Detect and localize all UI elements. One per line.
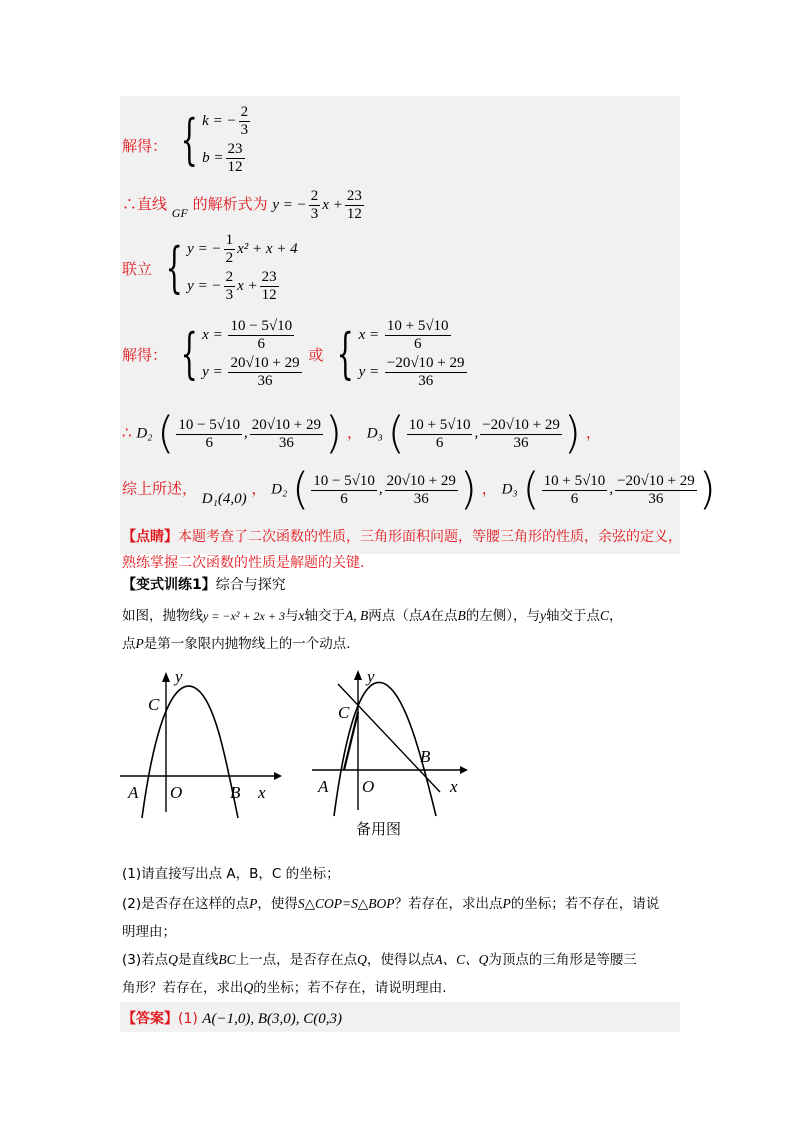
bianshi-title: 综合与探究	[215, 577, 286, 593]
q-text: 为顶点的三角形是等腰三	[488, 952, 637, 968]
var-y: y	[539, 608, 546, 623]
var-q: Q	[243, 980, 254, 995]
bianshi-tag: 【变式训练1】	[122, 577, 216, 593]
frac-num: 1	[225, 232, 234, 248]
answer-num: (1)	[178, 1011, 198, 1027]
q-text: 上一点，是否存在点	[235, 952, 358, 968]
q-text: (3)若点	[122, 952, 169, 968]
d2-label: D₂	[136, 425, 153, 442]
frac-num: 2	[310, 188, 319, 204]
equals: =	[342, 896, 352, 911]
label-b: B	[420, 747, 431, 766]
p-text: 轴交于	[304, 608, 345, 624]
figure-caption: 备用图	[356, 820, 402, 838]
answer-tag: 【答案】	[122, 1011, 178, 1027]
question-1: (1)请直接写出点 A，B，C 的坐标；	[122, 866, 340, 882]
therefore: ∴	[122, 423, 132, 442]
d1-point: D₁(4,0)	[201, 491, 247, 508]
q-text: 角形？若存在，求出	[122, 980, 244, 996]
q-text: 是直线	[177, 952, 219, 968]
answer-line	[122, 1008, 342, 1028]
frac-den: 6	[413, 336, 422, 352]
row2-lead: y = −	[187, 277, 222, 294]
label-jiede-2: 解得：	[122, 345, 168, 364]
label-x: x	[258, 783, 266, 802]
label-y: y	[367, 667, 375, 686]
frac-den: 36	[278, 434, 294, 451]
frac-num: 10 + 5√10	[408, 416, 471, 433]
frac-den: 36	[413, 490, 429, 507]
sep: ，	[481, 479, 497, 498]
p-text: 如图，抛物线	[122, 608, 203, 624]
area-bop: S△BOP	[351, 896, 395, 911]
var-q: Q	[168, 952, 178, 967]
frac-den: 6	[340, 490, 348, 507]
sep: ，	[346, 423, 362, 442]
question-2	[122, 890, 682, 946]
frac-den: 3	[310, 206, 319, 222]
frac-den: 36	[257, 373, 273, 389]
summary: 综上所述， D₁(4,0) ， D₂ ( $\frac{10 - 5√10}{6}$ , $\frac{20√10 + 29}{36}$ ) ， D₃ ( $\frac{10 + 5√10}{6}$ , $\frac{-20√10 + 29}{36}$ )	[122, 464, 716, 515]
d-points: ∴ D₂ ( $\frac{10 - 5√10}{6}$ , $\frac{20√10 + 29}{36}$ ) ， D₃ ( $\frac{10 + 5√10}{6}$ , $\frac{-20√10 + 29}{36}$ ) ，	[122, 408, 601, 459]
p-text: 两点（点	[368, 608, 423, 624]
p-text: 在点	[430, 608, 458, 624]
sep: ，	[251, 479, 267, 498]
frac-num: −20√10 + 29	[386, 355, 465, 371]
lianli-system: 联立 { y = − $\frac{1}{2}$ x² + x + 4 y = − $\frac{2}{3}$ x + $\frac{23}{12}$	[122, 232, 298, 303]
p-text: 点	[122, 636, 136, 652]
frac-num: 2	[240, 104, 249, 120]
q-text: 明理由；	[122, 924, 176, 940]
gf-mid: x +	[322, 196, 343, 213]
d2-label: D₂	[271, 481, 288, 498]
var-bc: BC	[218, 952, 236, 967]
line-bc	[338, 684, 440, 792]
gf-suffix: 的解析式为	[192, 194, 268, 213]
parabola-eq: y = −x² + 2x + 3	[203, 609, 285, 623]
frac-den: 12	[261, 287, 277, 303]
var-p: P	[135, 636, 144, 651]
dianjing-line1: 本题考查了二次函数的性质，三角形面积问题，等腰三角形的性质，余弦的定义，	[178, 529, 682, 545]
var-b: B	[457, 608, 466, 623]
var-a: A	[422, 608, 431, 623]
frac-den: 36	[418, 373, 434, 389]
d3-label: D₃	[366, 425, 383, 442]
var-p: P	[502, 896, 511, 911]
row1-lead: y = −	[187, 240, 222, 257]
area-cop: S△COP	[297, 896, 343, 911]
frac-num: 10 + 5√10	[386, 318, 449, 334]
x-arrow	[274, 772, 282, 780]
row2-mid: x +	[237, 277, 258, 294]
label-or: 或	[308, 345, 324, 364]
frac-num: 23	[346, 188, 362, 204]
frac-den: 3	[240, 122, 249, 138]
label-lianli: 联立	[122, 259, 153, 278]
frac-num: −20√10 + 29	[617, 472, 695, 489]
label-a: A	[128, 783, 139, 802]
frac-num: 23	[261, 269, 277, 285]
solution-xy: 解得： { x = $\frac{10 - 5√10}{6}$ y = $\frac{20√10 + 29}{36}$ 或 { x = $\frac{10 + 5√10}{6}$ y = $\frac{-20√10 + 29}{36}$	[122, 318, 465, 389]
gf-prefix: ∴直线	[122, 194, 168, 213]
frac-num: 20√10 + 29	[386, 472, 456, 489]
frac-num: −20√10 + 29	[482, 416, 560, 433]
figure-1	[118, 660, 288, 820]
frac-den: 6	[205, 434, 213, 451]
frac-num: 10 + 5√10	[543, 472, 606, 489]
label-a: A	[318, 777, 329, 796]
frac-den: 12	[227, 159, 243, 175]
answer-value: A(−1,0), B(3,0), C(0,3)	[202, 1011, 342, 1027]
solution-kb: 解得： { k = − $\frac{2}{3}$ b = $\frac{23}{12}$	[122, 104, 249, 175]
dianjing	[122, 524, 682, 576]
var-acq: A、C、Q	[434, 952, 489, 967]
p-text: 的左侧），与	[465, 608, 540, 624]
label-c: C	[148, 695, 160, 714]
p-text: ，	[608, 608, 623, 624]
frac-den: 36	[648, 490, 664, 507]
q-text: 的坐标；若不存在，请说明理由.	[253, 980, 447, 996]
row1-tail: x² + x + 4	[237, 240, 298, 257]
figure-2	[310, 660, 480, 820]
gf-expression	[122, 188, 366, 223]
frac-den: 6	[435, 434, 444, 451]
question-3	[122, 946, 682, 1002]
var-ab: A, B	[344, 608, 369, 623]
frac-num: 10 − 5√10	[313, 472, 375, 489]
frac-den: 6	[570, 490, 579, 507]
label-o: O	[362, 777, 375, 796]
frac-num: 23	[227, 141, 243, 157]
y-arrow	[162, 672, 170, 682]
p-text: 轴交于点	[545, 608, 600, 624]
label-jiede: 解得：	[122, 136, 168, 155]
frac-num: 20√10 + 29	[251, 416, 321, 433]
q-text: ，使得	[257, 896, 298, 912]
frac-den: 2	[225, 250, 234, 266]
x-arrow	[460, 766, 468, 774]
p-text: 与	[284, 608, 299, 624]
p-text: 是第一象限内抛物线上的一个动点.	[143, 636, 351, 652]
label-c: C	[338, 703, 350, 722]
d3-label: D₃	[501, 481, 518, 498]
frac-num: 20√10 + 29	[230, 355, 300, 371]
frac-den: 3	[225, 287, 234, 303]
dianjing-line2: 熟练掌握二次函数的性质是解题的关键.	[122, 555, 365, 571]
end-comma: ，	[585, 423, 601, 442]
bianshi-heading	[122, 574, 286, 594]
frac-num: 10 − 5√10	[178, 416, 241, 433]
label-summary: 综上所述，	[122, 479, 198, 498]
q-text: (2)是否存在这样的点	[122, 896, 250, 912]
var-q: Q	[357, 952, 367, 967]
var-c: C	[599, 608, 609, 623]
label-o: O	[170, 783, 183, 802]
gf-name: GF	[171, 205, 188, 220]
problem-statement	[122, 602, 682, 658]
q-text: ？若存在，求出点	[394, 896, 503, 912]
label-x: x	[450, 777, 458, 796]
label-b: B	[230, 783, 241, 802]
frac-num: 2	[225, 269, 234, 285]
dianjing-tag: 【点睛】	[122, 529, 178, 545]
frac-den: 36	[513, 434, 529, 451]
label-y: y	[175, 667, 183, 686]
var-p: P	[249, 896, 258, 911]
gf-expr: y = −	[272, 196, 307, 213]
y-arrow	[354, 670, 362, 680]
frac-num: 10 − 5√10	[230, 318, 293, 334]
var-x: x	[298, 608, 305, 623]
q-text: ，使得以点	[366, 952, 435, 968]
eq-k: k = −	[202, 112, 237, 129]
eq-b: b =	[202, 149, 224, 166]
frac-den: 12	[346, 206, 362, 222]
frac-den: 6	[257, 336, 266, 352]
q-text: 的坐标；若不存在，请说	[510, 896, 660, 912]
